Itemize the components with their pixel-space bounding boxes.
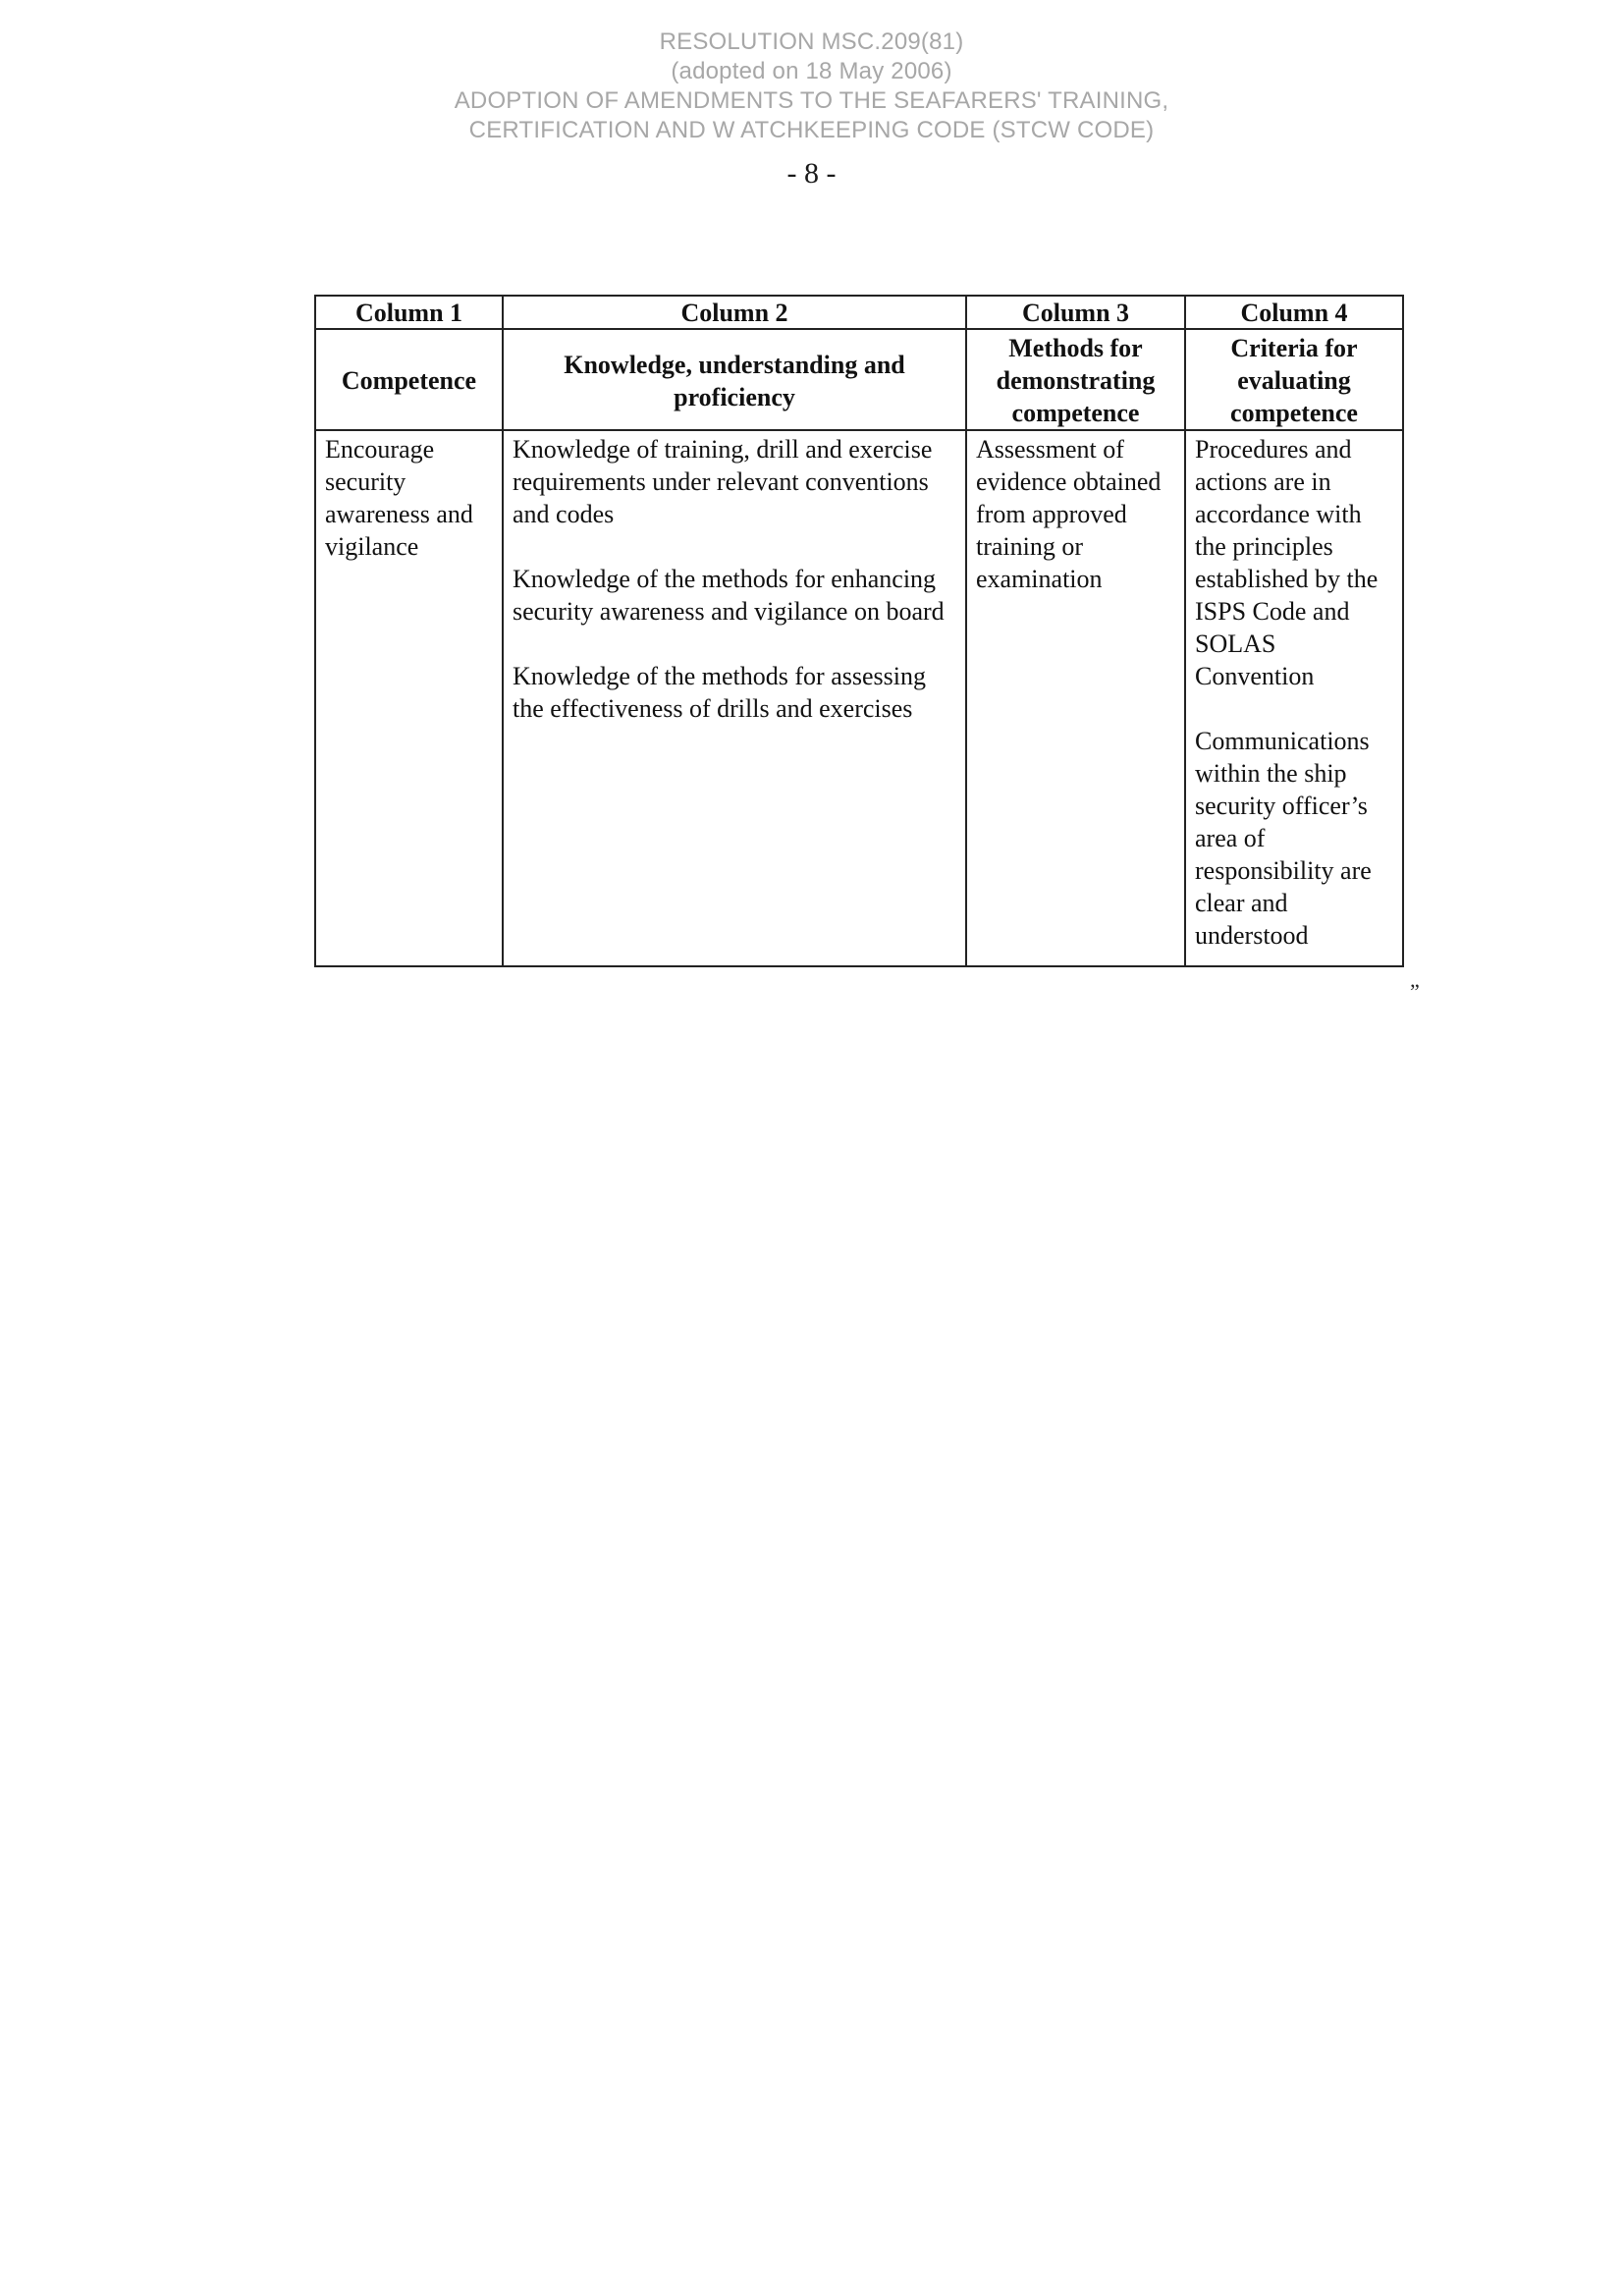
column-1-number: Column 1 (315, 296, 503, 329)
cell-criteria (1185, 430, 1403, 966)
criteria-item: Procedures and actions are in accordance with the principles established by the ISPS Code and SOLAS Convention (1195, 435, 1379, 690)
closing-quote-mark: ” (1410, 979, 1420, 1004)
header-line-title: ADOPTION OF AMENDMENTS TO THE SEAFARERS' TRAINING, (454, 87, 1169, 114)
heading-methods: Methods for demonstrating competence (966, 329, 1185, 430)
header-line-resolution: RESOLUTION MSC.209(81) (659, 28, 964, 55)
header-line-title-continued: CERTIFICATION AND W ATCHKEEPING CODE (STCW CODE) (468, 117, 1155, 143)
column-4-number: Column 4 (1185, 296, 1403, 329)
criteria-item: Communications within the ship security officer’s area of responsibility are clear and understood (1195, 727, 1372, 950)
knowledge-item: Knowledge of the methods for assessing the effectiveness of drills and exercises (513, 662, 926, 723)
column-2-number: Column 2 (503, 296, 966, 329)
heading-knowledge: Knowledge, understanding and proficiency (503, 329, 966, 430)
column-heading-row (315, 329, 1403, 430)
cell-methods: Assessment of evidence obtained from approved training or examination (966, 430, 1185, 966)
heading-competence: Competence (315, 329, 503, 430)
column-3-number: Column 3 (966, 296, 1185, 329)
competence-table (314, 295, 1404, 967)
cell-knowledge (503, 430, 966, 966)
competence-table-container (314, 295, 1404, 967)
cell-competence: Encourage security awareness and vigilance (315, 430, 503, 966)
knowledge-item: Knowledge of the methods for enhancing security awareness and vigilance on board (513, 565, 945, 626)
column-number-row (315, 296, 1403, 329)
heading-criteria: Criteria for evaluating competence (1185, 329, 1403, 430)
table-row (315, 430, 1403, 966)
page-number: - 8 - (786, 157, 837, 190)
header-line-adopted-date: (adopted on 18 May 2006) (671, 58, 952, 84)
running-header (0, 27, 1623, 145)
knowledge-item: Knowledge of training, drill and exercise requirements under relevant conventions and codes (513, 435, 933, 528)
